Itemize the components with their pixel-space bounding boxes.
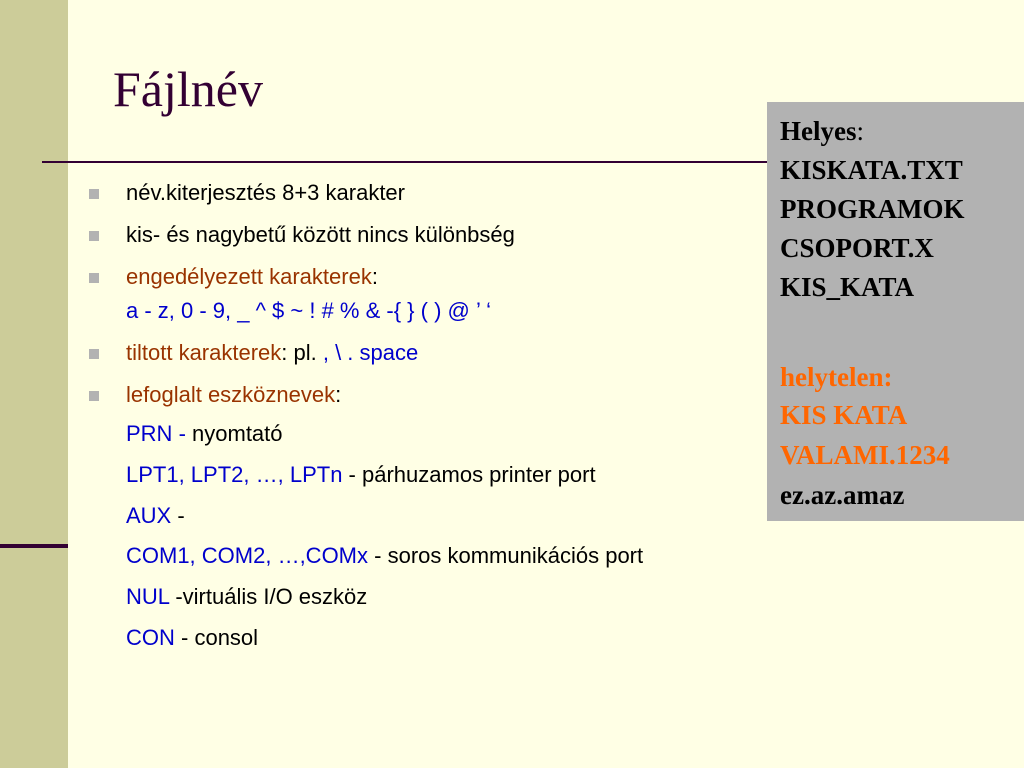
bullet-label: lefoglalt eszköznevek [126, 382, 336, 407]
square-bullet-icon [89, 231, 99, 241]
device-row [126, 503, 185, 529]
invalid-heading: helytelen: [780, 362, 893, 392]
square-bullet-icon [89, 189, 99, 199]
square-bullet-icon [89, 349, 99, 359]
device-description: consol [194, 625, 259, 650]
bullet-item [126, 382, 341, 408]
device-separator: - [172, 421, 193, 446]
filename-examples-box [767, 102, 1024, 521]
invalid-example: ez.az.amaz [780, 480, 905, 510]
valid-example: CSOPORT.X [780, 233, 934, 263]
bullet-item [126, 180, 405, 206]
bullet-label: engedélyezett karakterek [126, 264, 372, 289]
device-row [126, 625, 258, 651]
bullet-colon: : [335, 382, 342, 407]
valid-heading [780, 116, 864, 147]
device-row [126, 584, 367, 610]
bullet-colon: : [371, 264, 378, 289]
device-row [126, 421, 283, 447]
bullet-item [126, 340, 418, 366]
valid-colon: : [856, 116, 864, 146]
valid-example: KIS_KATA [780, 272, 915, 302]
device-row [126, 543, 643, 569]
allowed-characters-list: a - z, 0 - 9, _ ^ $ ~ ! # % & -{ } ( ) @ ’ ‘ [126, 298, 492, 323]
bullet-text: kis- és nagybetű között nincs különbség [126, 222, 515, 247]
device-name: CON [126, 625, 175, 650]
device-name: COM1, COM2, …,COMx [126, 543, 369, 568]
slide-title: Fájlnév [113, 61, 263, 117]
device-name: AUX [126, 503, 172, 528]
device-separator: - [368, 543, 388, 568]
invalid-example: KIS KATA [780, 400, 908, 430]
valid-example: PROGRAMOK [780, 194, 965, 224]
device-separator: - [171, 503, 185, 528]
bullet-colon: : pl. [281, 340, 317, 365]
device-name: LPT1, LPT2, …, LPTn [126, 462, 343, 487]
device-description: virtuális I/O eszköz [182, 584, 368, 609]
bullet-label: tiltott karakterek [126, 340, 282, 365]
bullet-item [126, 264, 378, 290]
valid-label: Helyes [780, 116, 857, 146]
device-separator: - [169, 584, 183, 609]
device-description: párhuzamos printer port [362, 462, 596, 487]
device-name: NUL [126, 584, 170, 609]
bullet-text: név.kiterjesztés 8+3 karakter [126, 180, 405, 205]
square-bullet-icon [89, 273, 99, 283]
device-separator: - [174, 625, 195, 650]
title-underline [42, 161, 782, 163]
sidebar-divider [0, 544, 68, 548]
forbidden-characters-list: , \ . space [316, 340, 419, 365]
device-description: soros kommunikációs port [387, 543, 644, 568]
bullet-item [126, 222, 515, 248]
device-name: PRN [126, 421, 173, 446]
square-bullet-icon [89, 391, 99, 401]
device-row [126, 462, 596, 488]
device-description: nyomtató [192, 421, 283, 446]
invalid-example: VALAMI.1234 [780, 440, 950, 470]
device-separator: - [342, 462, 362, 487]
valid-example: KISKATA.TXT [780, 155, 963, 185]
decorative-sidebar-band [0, 0, 68, 768]
